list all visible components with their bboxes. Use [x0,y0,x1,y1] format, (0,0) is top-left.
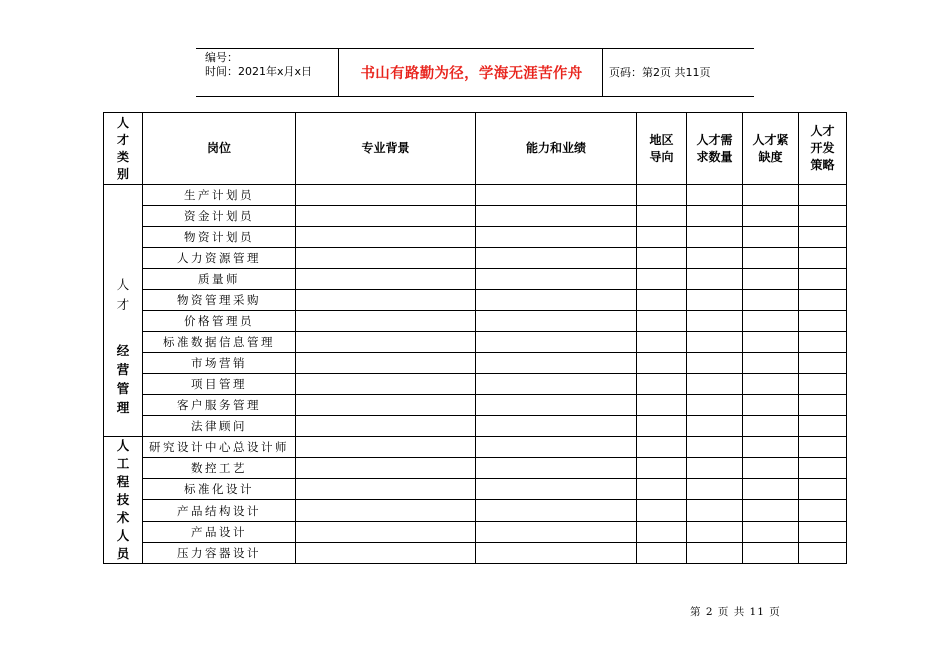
time-label: 时间：2021年x月x日 [205,65,313,78]
header-divider-right [602,48,603,96]
demand-cell[interactable] [687,500,743,521]
strategy-cell[interactable] [799,353,847,374]
table-row [104,269,847,290]
header-meta [205,51,312,79]
background-cell[interactable] [296,311,476,332]
motto: 书山有路勤为径，学海无涯苦作舟 [360,65,583,82]
ability-cell[interactable] [476,458,637,479]
demand-cell[interactable] [687,290,743,311]
ability-cell[interactable] [476,521,637,542]
ability-cell[interactable] [476,500,637,521]
demand-cell[interactable] [687,206,743,227]
position-cell: 标准数据信息管理 [143,332,296,353]
region-cell[interactable] [637,542,687,563]
position-cell: 价格管理员 [143,311,296,332]
shortage-cell[interactable] [743,290,799,311]
header-divider-left [338,48,339,96]
position-cell: 数控工艺 [143,458,296,479]
strategy-cell[interactable] [799,542,847,563]
position-cell: 法律顾问 [143,416,296,437]
shortage-cell[interactable] [743,437,799,458]
table-row [104,542,847,563]
col-header-strategy: 人才开发策略 [799,113,847,185]
table-row [104,458,847,479]
background-cell[interactable] [296,500,476,521]
position-cell: 物资计划员 [143,227,296,248]
strategy-cell[interactable] [799,458,847,479]
strategy-cell[interactable] [799,332,847,353]
shortage-cell[interactable] [743,416,799,437]
demand-cell[interactable] [687,479,743,500]
shortage-cell[interactable] [743,374,799,395]
shortage-cell[interactable] [743,185,799,206]
table-row [104,437,847,458]
table-row [104,332,847,353]
strategy-cell[interactable] [799,437,847,458]
demand-cell[interactable] [687,248,743,269]
demand-cell[interactable] [687,395,743,416]
col-header-shortage: 人才紧缺度 [743,113,799,185]
ability-cell[interactable] [476,479,637,500]
table-row [104,353,847,374]
position-cell: 物资管理采购 [143,290,296,311]
category-label: 人工程技术人员 [116,438,130,561]
position-cell: 项目管理 [143,374,296,395]
strategy-cell[interactable] [799,395,847,416]
background-cell[interactable] [296,395,476,416]
ability-cell[interactable] [476,206,637,227]
region-cell[interactable] [637,248,687,269]
demand-cell[interactable] [687,227,743,248]
number-label: 编号： [205,51,238,64]
ability-cell[interactable] [476,374,637,395]
demand-cell[interactable] [687,269,743,290]
col-header-region: 地区导向 [637,113,687,185]
region-cell[interactable] [637,437,687,458]
shortage-cell[interactable] [743,206,799,227]
shortage-cell[interactable] [743,479,799,500]
category-cell-1 [104,437,143,564]
ability-cell[interactable] [476,332,637,353]
position-cell: 市场营销 [143,353,296,374]
strategy-cell[interactable] [799,416,847,437]
shortage-cell[interactable] [743,395,799,416]
demand-cell[interactable] [687,353,743,374]
position-cell: 人力资源管理 [143,248,296,269]
table-row [104,206,847,227]
col-header-background: 专业背景 [296,113,476,185]
strategy-cell[interactable] [799,311,847,332]
strategy-cell[interactable] [799,290,847,311]
background-cell[interactable] [296,248,476,269]
region-cell[interactable] [637,395,687,416]
region-cell[interactable] [637,269,687,290]
background-cell[interactable] [296,521,476,542]
page-info: 页码：第2页 共11页 [609,66,711,79]
demand-cell[interactable] [687,437,743,458]
region-cell[interactable] [637,374,687,395]
background-cell[interactable] [296,290,476,311]
strategy-cell[interactable] [799,206,847,227]
shortage-cell[interactable] [743,269,799,290]
background-cell[interactable] [296,437,476,458]
ability-cell[interactable] [476,248,637,269]
position-cell: 标准化设计 [143,479,296,500]
strategy-cell[interactable] [799,269,847,290]
page-footer: 第 2 页 共 11 页 [690,606,781,618]
demand-cell[interactable] [687,542,743,563]
region-cell[interactable] [637,185,687,206]
demand-cell[interactable] [687,521,743,542]
position-cell: 质量师 [143,269,296,290]
table-row [104,374,847,395]
ability-cell[interactable] [476,185,637,206]
demand-cell[interactable] [687,311,743,332]
ability-cell[interactable] [476,269,637,290]
table-row [104,248,847,269]
position-cell: 研究设计中心总设计师 [143,437,296,458]
background-cell[interactable] [296,227,476,248]
shortage-cell[interactable] [743,311,799,332]
demand-cell[interactable] [687,374,743,395]
region-cell[interactable] [637,206,687,227]
table-row [104,227,847,248]
col-header-position: 岗位 [143,113,296,185]
strategy-cell[interactable] [799,185,847,206]
strategy-cell[interactable] [799,521,847,542]
ability-cell[interactable] [476,542,637,563]
background-cell[interactable] [296,353,476,374]
shortage-cell[interactable] [743,458,799,479]
table-body [104,185,847,564]
col-header-demand: 人才需求数量 [687,113,743,185]
talent-table [103,112,847,564]
category-bottom-label: 经营管理 [116,343,130,415]
region-cell[interactable] [637,521,687,542]
background-cell[interactable] [296,332,476,353]
background-cell[interactable] [296,479,476,500]
region-cell[interactable] [637,332,687,353]
shortage-cell[interactable] [743,227,799,248]
strategy-cell[interactable] [799,500,847,521]
position-cell: 客户服务管理 [143,395,296,416]
strategy-cell[interactable] [799,227,847,248]
position-cell: 产品结构设计 [143,500,296,521]
ability-cell[interactable] [476,311,637,332]
strategy-cell[interactable] [799,374,847,395]
demand-cell[interactable] [687,332,743,353]
region-cell[interactable] [637,479,687,500]
ability-cell[interactable] [476,416,637,437]
shortage-cell[interactable] [743,353,799,374]
table-header-row [104,113,847,185]
position-cell: 压力容器设计 [143,542,296,563]
region-cell[interactable] [637,416,687,437]
table-row [104,185,847,206]
shortage-cell[interactable] [743,500,799,521]
background-cell[interactable] [296,185,476,206]
shortage-cell[interactable] [743,521,799,542]
col-header-ability: 能力和业绩 [476,113,637,185]
region-cell[interactable] [637,290,687,311]
category-top-label: 人 才 [116,277,130,312]
region-cell[interactable] [637,458,687,479]
table-row [104,395,847,416]
position-cell: 资金计划员 [143,206,296,227]
position-cell: 产品设计 [143,521,296,542]
background-cell[interactable] [296,458,476,479]
ability-cell[interactable] [476,395,637,416]
background-cell[interactable] [296,542,476,563]
table-row [104,290,847,311]
table-row [104,479,847,500]
demand-cell[interactable] [687,185,743,206]
region-cell[interactable] [637,500,687,521]
background-cell[interactable] [296,374,476,395]
background-cell[interactable] [296,269,476,290]
region-cell[interactable] [637,227,687,248]
background-cell[interactable] [296,416,476,437]
region-cell[interactable] [637,353,687,374]
region-cell[interactable] [637,311,687,332]
ability-cell[interactable] [476,437,637,458]
strategy-cell[interactable] [799,248,847,269]
position-cell: 生产计划员 [143,185,296,206]
table-row [104,500,847,521]
col-header-category: 人才类别 [104,113,143,185]
ability-cell[interactable] [476,290,637,311]
background-cell[interactable] [296,206,476,227]
table-row [104,416,847,437]
demand-cell[interactable] [687,416,743,437]
ability-cell[interactable] [476,353,637,374]
shortage-cell[interactable] [743,332,799,353]
shortage-cell[interactable] [743,542,799,563]
shortage-cell[interactable] [743,248,799,269]
table-row [104,521,847,542]
header-bottom-rule [196,96,754,97]
category-cell-0 [104,185,143,437]
strategy-cell[interactable] [799,479,847,500]
ability-cell[interactable] [476,227,637,248]
demand-cell[interactable] [687,458,743,479]
table-row [104,311,847,332]
